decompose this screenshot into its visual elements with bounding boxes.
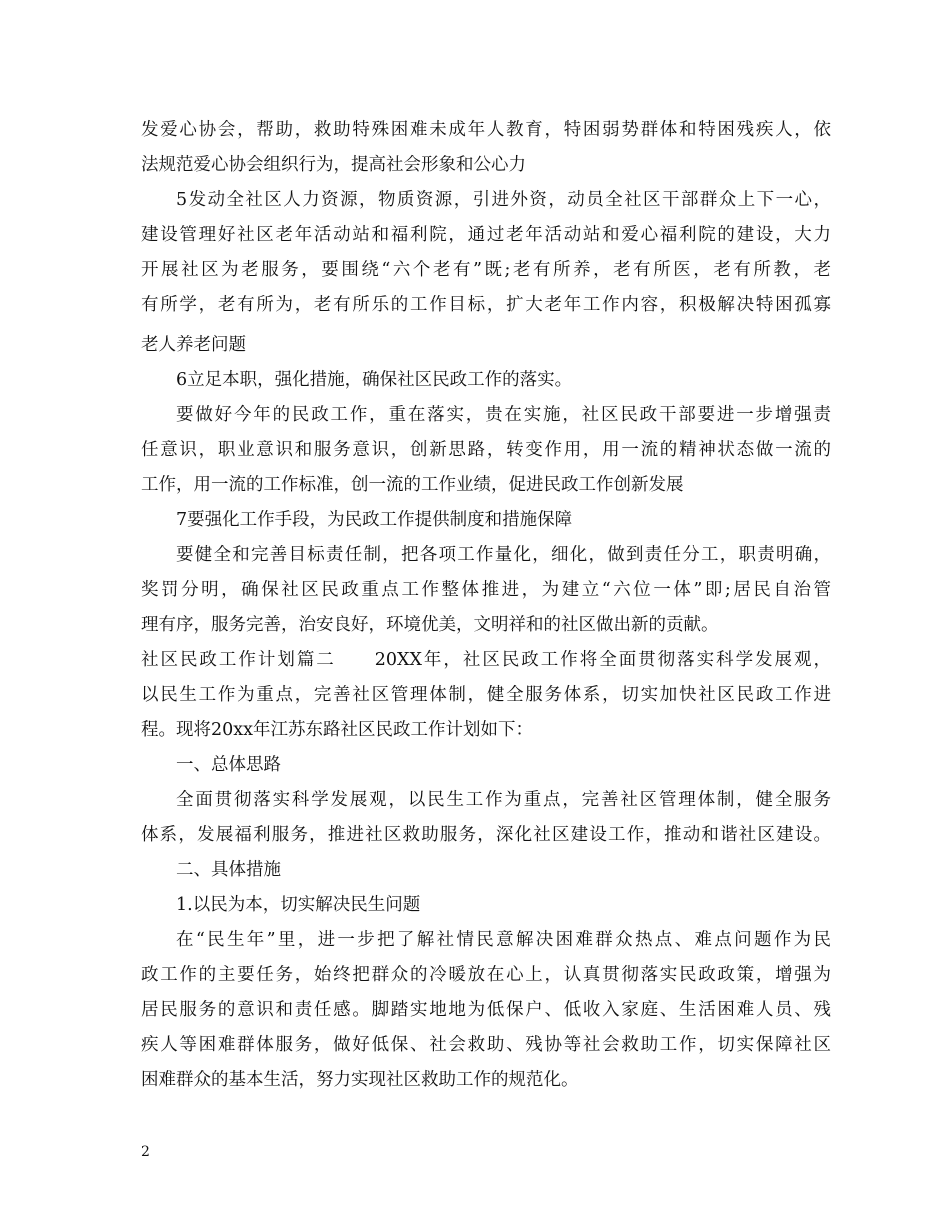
text-line: 疾人等困难群体服务，做好低保、社会救助、残协等社会救助工作，切实保障社区: [141, 1035, 831, 1055]
subheading-line: 二、具体措施: [176, 860, 281, 880]
text-line: 奖罚分明，确保社区民政重点工作整体推进，为建立“六位一体”即;居民自治管: [141, 580, 831, 600]
text-line: 6立足本职，强化措施，确保社区民政工作的落实。: [176, 370, 573, 390]
text-line: 7要强化工作手段，为民政工作提供制度和措施保障: [176, 510, 573, 530]
text-line: 以民生工作为重点，完善社区管理体制，健全服务体系，切实加快社区民政工作进: [141, 685, 831, 705]
text-line: 全面贯彻落实科学发展观，以民生工作为重点，完善社区管理体制，健全服务: [176, 790, 831, 810]
text-line: 体系，发展福利服务，推进社区救助服务，深化社区建设工作，推动和谐社区建设。: [141, 825, 831, 845]
section-heading-line: 社区民政工作计划篇二 20XX年，社区民政工作将全面贯彻落实科学发展观，: [141, 650, 831, 670]
text-line: 居民服务的意识和责任感。脚踏实地地为低保户、低收入家庭、生活困难人员、残: [141, 1000, 831, 1020]
page-number: 2: [141, 1144, 150, 1160]
text-line: 开展社区为老服务，要围绕“六个老有”既;老有所养，老有所医，老有所教，老: [141, 260, 831, 280]
text-line: 建设管理好社区老年活动站和福利院，通过老年活动站和爱心福利院的建设，大力: [141, 225, 831, 245]
text-line: 老人养老问题: [141, 335, 246, 355]
text-line: 任意识，职业意识和服务意识，创新思路，转变作用，用一流的精神状态做一流的: [141, 440, 831, 460]
text-line: 政工作的主要任务，始终把群众的冷暖放在心上，认真贯彻落实民政政策，增强为: [141, 965, 831, 985]
text-line: 要做好今年的民政工作，重在落实，贵在实施，社区民政干部要进一步增强责: [176, 405, 831, 425]
text-line: 理有序，服务完善，治安良好，环境优美，文明祥和的社区做出新的贡献。: [141, 615, 719, 635]
text-line: 要健全和完善目标责任制，把各项工作量化，细化，做到责任分工，职责明确，: [176, 545, 831, 565]
text-line: 工作，用一流的工作标准，创一流的工作业绩，促进民政工作创新发展: [141, 475, 684, 495]
subheading-line: 1.以民为本，切实解决民生问题: [176, 895, 421, 915]
text-line: 困难群众的基本生活，努力实现社区救助工作的规范化。: [141, 1070, 579, 1090]
text-line: 有所学，老有所为，老有所乐的工作目标，扩大老年工作内容，积极解决特困孤寡: [141, 295, 831, 315]
subheading-line: 一、总体思路: [176, 755, 281, 775]
text-line: 在“民生年”里，进一步把了解社情民意解决困难群众热点、难点问题作为民: [176, 930, 831, 950]
text-line: 法规范爱心协会组织行为，提高社会形象和公心力: [141, 155, 526, 175]
text-line: 发爱心协会，帮助，救助特殊困难未成年人教育，特困弱势群体和特困残疾人，依: [141, 120, 831, 140]
text-line: 程。现将20xx年江苏东路社区民政工作计划如下：: [141, 720, 534, 740]
text-line: 5发动全社区人力资源，物质资源，引进外资，动员全社区干部群众上下一心，: [176, 190, 831, 210]
